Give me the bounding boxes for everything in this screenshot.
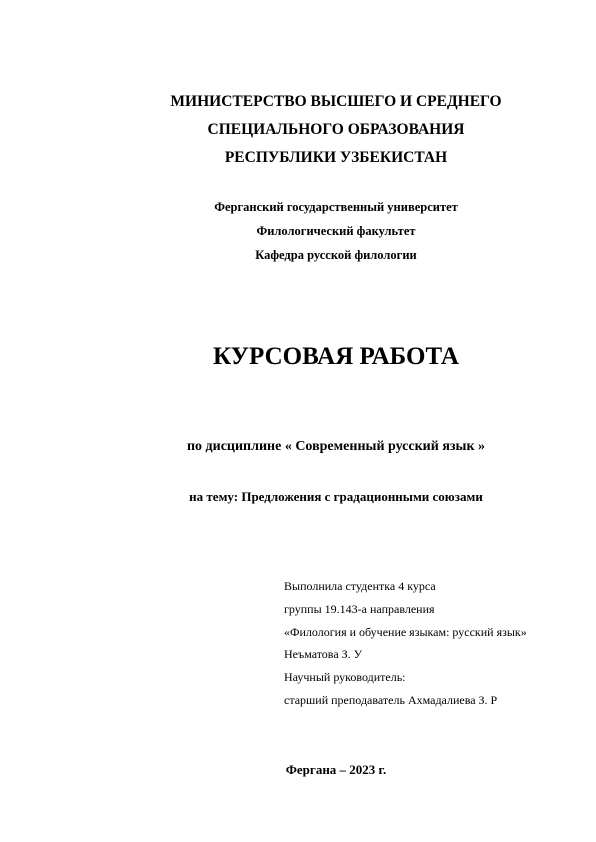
ministry-line-2: СПЕЦИАЛЬНОГО ОБРАЗОВАНИЯ <box>207 121 465 138</box>
department-name: Кафедра русской филологии <box>255 248 417 262</box>
supervisor-name: старший преподаватель Ахмадалиева З. Р <box>284 692 498 707</box>
ministry-heading <box>0 88 596 172</box>
faculty-name: Филологический факультет <box>256 224 416 238</box>
author-info-line-1: Выполнила студентка 4 курса <box>284 579 436 593</box>
document-title: КУРСОВАЯ РАБОТА <box>213 343 459 370</box>
supervisor-label: Научный руководитель: <box>284 670 406 685</box>
author-info-line-3: «Филология и обучение языкам: русский язык» <box>284 624 527 639</box>
author-info-block <box>284 575 527 712</box>
institution-block <box>0 195 596 267</box>
author-info-line-2: группы 19.143-а направления <box>284 601 435 616</box>
discipline-line: по дисциплине « Современный русский язык » <box>186 439 486 454</box>
author-name: Неъматова З. У <box>284 647 363 662</box>
university-name: Ферганский государственный университет <box>214 200 458 214</box>
ministry-line-1: МИНИСТЕРСТВО ВЫСШЕГО И СРЕДНЕГО <box>170 93 502 110</box>
city-year: Фергана – 2023 г. <box>285 762 387 777</box>
ministry-line-3: РЕСПУБЛИКИ УЗБЕКИСТАН <box>224 149 448 166</box>
topic-line: на тему: Предложения с градационными союзами <box>189 489 483 504</box>
